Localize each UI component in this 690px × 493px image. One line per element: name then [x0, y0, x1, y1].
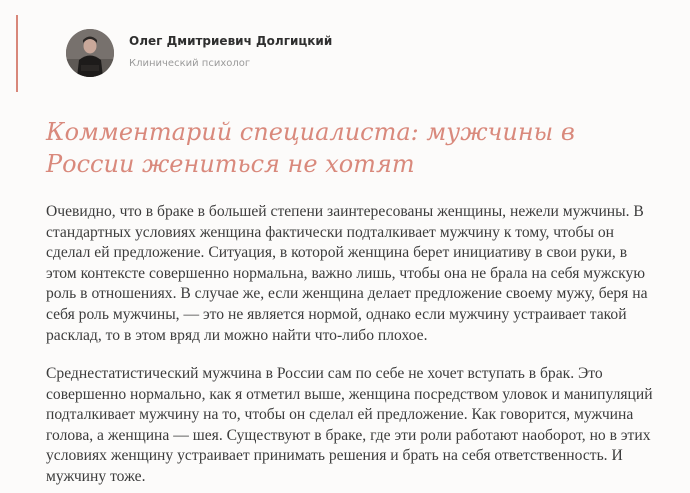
- author-block: [16, 15, 418, 92]
- author-photo-icon: [66, 29, 114, 77]
- article-paragraph: Среднестатистический мужчина в России сам по себе не хочет вступать в брак. Это совершенно нормально, как я отметил выше, женщина посредством уловок и манипуляций подталкивает мужчину на то, чтобы он сделал ей предложение. Как говорится, мужчина голова, а женщина — шея. Существуют в браке, где эти роли работают наоборот, но в этих условиях женщину устраивает принимать решения и брать на себя ответственность. И мужчину тоже.: [46, 365, 653, 485]
- avatar[interactable]: [66, 29, 114, 77]
- article-title: Комментарий специалиста: мужчины в России жениться не хотят: [46, 118, 575, 178]
- article-paragraph: Очевидно, что в браке в большей степени заинтересованы женщины, нежели мужчины. В стандартных условиях женщина фактически подталкивает мужчину к тому, чтобы он сделал ей предложение. Ситуация, в которой женщина берет инициативу в свои руки, в этом контексте совершенно нормальна, важно лишь, чтобы она не брала на себя мужскую роль в отношениях. В случае же, если женщина делает предложение своему мужу, беря на себя роль мужчины, — это не является нормой, однако если мужчину устраивает такой расклад, то в этом вряд ли можно найти что-либо плохое.: [46, 203, 648, 344]
- author-role: Клинический психолог: [129, 58, 251, 69]
- author-name[interactable]: Олег Дмитриевич Долгицкий: [129, 34, 333, 48]
